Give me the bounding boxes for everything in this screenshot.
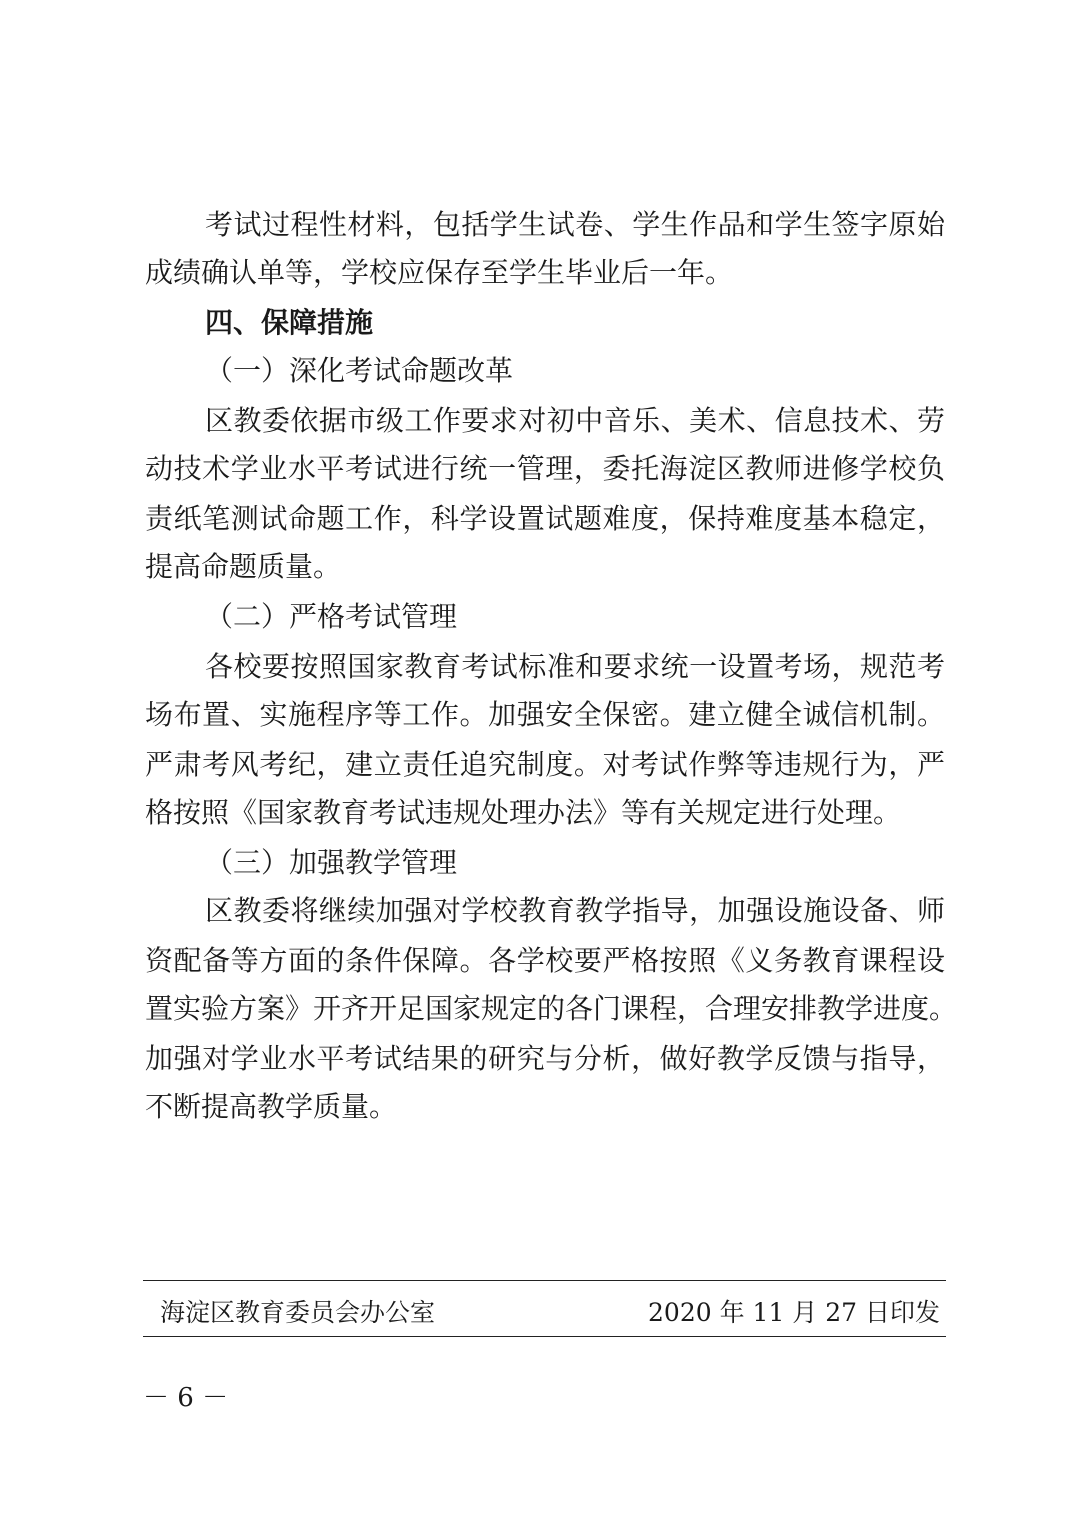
paragraph-line: 格按照《国家教育考试违规处理办法》等有关规定进行处理。 (145, 796, 902, 829)
paragraph-line: 置实验方案》开齐开足国家规定的各门课程，合理安排教学进度。 (145, 992, 958, 1025)
issuer-name: 海淀区教育委员会办公室 (160, 1298, 436, 1327)
section-heading: 四、保障措施 (205, 306, 374, 339)
paragraph-line: 考试过程性材料，包括学生试卷、学生作品和学生签字原始 (205, 208, 945, 241)
paragraph-line: 不断提高教学质量。 (145, 1090, 398, 1123)
paragraph-line: 区教委依据市级工作要求对初中音乐、美术、信息技术、劳 (205, 404, 945, 437)
subsection-heading: （二）严格考试管理 (205, 600, 458, 633)
paragraph-line: 场布置、实施程序等工作。加强安全保密。建立健全诚信机制。 (145, 698, 945, 731)
paragraph-line: 责纸笔测试命题工作，科学设置试题难度，保持难度基本稳定， (145, 502, 945, 535)
paragraph-line: 加强对学业水平考试结果的研究与分析，做好教学反馈与指导， (145, 1042, 945, 1075)
subsection-heading: （一）深化考试命题改革 (205, 354, 514, 387)
issue-date: 2020 年 11 月 27 日印发 (648, 1298, 940, 1327)
paragraph-line: 资配备等方面的条件保障。各学校要严格按照《义务教育课程设 (145, 944, 945, 977)
footer-bottom-rule (143, 1336, 946, 1337)
paragraph-line: 严肃考风考纪，建立责任追究制度。对考试作弊等违规行为，严 (145, 748, 945, 781)
paragraph-line: 区教委将继续加强对学校教育教学指导，加强设施设备、师 (205, 894, 945, 927)
paragraph-line: 各校要按照国家教育考试标准和要求统一设置考场，规范考 (205, 650, 945, 683)
footer-top-rule (143, 1280, 946, 1281)
page-number: － 6 － (143, 1383, 229, 1413)
subsection-heading: （三）加强教学管理 (205, 846, 458, 879)
paragraph-line: 成绩确认单等，学校应保存至学生毕业后一年。 (145, 256, 734, 289)
paragraph-line: 动技术学业水平考试进行统一管理，委托海淀区教师进修学校负 (145, 452, 945, 485)
paragraph-line: 提高命题质量。 (145, 550, 342, 583)
